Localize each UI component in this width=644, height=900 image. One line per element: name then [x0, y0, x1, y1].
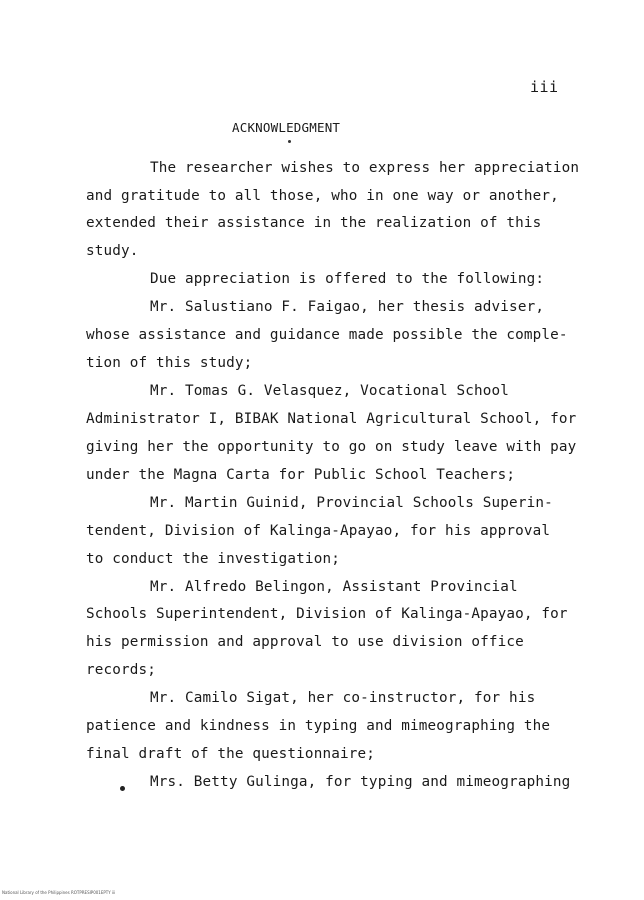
bullet-icon — [120, 786, 125, 791]
body-line: records; — [86, 662, 157, 678]
body-line: under the Magna Carta for Public School Teachers; — [86, 467, 516, 483]
body-line: and gratitude to all those, who in one way or another, — [86, 188, 559, 204]
body-line: final draft of the questionnaire; — [86, 746, 375, 762]
body-line: to conduct the investigation; — [86, 551, 340, 567]
body-line: tendent, Division of Kalinga-Apayao, for his approval — [86, 523, 551, 539]
body-line: Mr. Alfredo Belingon, Assistant Provincial — [150, 579, 518, 595]
body-line: study. — [86, 243, 139, 259]
body-line: whose assistance and guidance made possible the comple- — [86, 327, 568, 343]
body-line: patience and kindness in typing and mimeographing the — [86, 718, 551, 734]
page-number: iii — [530, 78, 559, 96]
ink-speck — [288, 140, 291, 143]
body-line: Administrator I, BIBAK National Agricultural School, for — [86, 411, 577, 427]
body-line: giving her the opportunity to go on study leave with pay — [86, 439, 577, 455]
body-line: Mrs. Betty Gulinga, for typing and mimeographing — [150, 774, 571, 790]
body-line: Mr. Martin Guinid, Provincial Schools Superin- — [150, 495, 553, 511]
body-line: Mr. Tomas G. Velasquez, Vocational School — [150, 383, 510, 399]
body-line: extended their assistance in the realization of this — [86, 215, 542, 231]
body-line: tion of this study; — [86, 355, 253, 371]
body-line: Mr. Camilo Sigat, her co-instructor, for his — [150, 690, 536, 706]
body-line: Mr. Salustiano F. Faigao, her thesis adviser, — [150, 299, 545, 315]
footer-source: National Library of the Philippines ROTPRESIP001EPTY iii — [2, 890, 116, 895]
body-line: Schools Superintendent, Division of Kalinga-Apayao, for — [86, 606, 568, 622]
body-line: Due appreciation is offered to the following: — [150, 271, 545, 287]
body-line: The researcher wishes to express her appreciation — [150, 160, 580, 176]
body-line: his permission and approval to use division office — [86, 634, 524, 650]
page-title: ACKNOWLEDGMENT — [232, 120, 341, 135]
